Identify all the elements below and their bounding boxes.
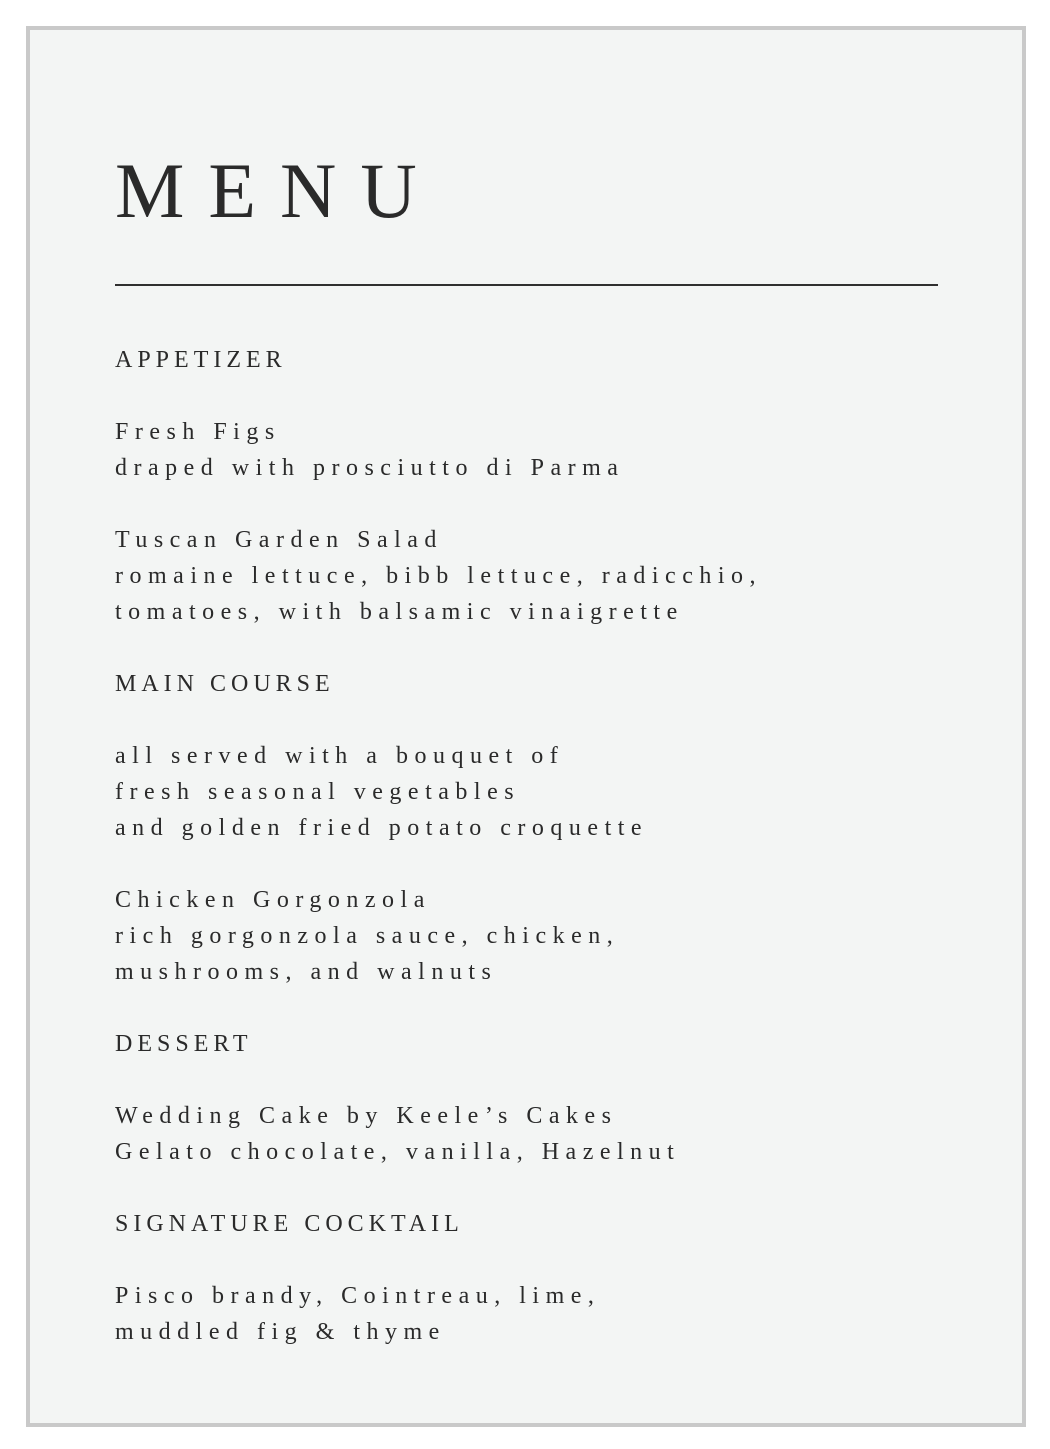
menu-title: MENU [115, 147, 441, 234]
menu-note: and golden fried potato croquette [115, 815, 649, 841]
menu-item-dessert [115, 1098, 995, 1170]
menu-note: fresh seasonal vegetables [115, 779, 521, 805]
section-heading: MAIN COURSE [115, 671, 335, 697]
menu-body [115, 342, 995, 1386]
dish-name: Fresh Figs [115, 419, 281, 445]
section-signature-cocktail [115, 1206, 995, 1350]
section-appetizer [115, 342, 995, 630]
dish-description: muddled fig & thyme [115, 1319, 446, 1345]
section-main-course [115, 666, 995, 990]
menu-item-chicken-gorgonzola [115, 882, 995, 990]
menu-item-fresh-figs [115, 414, 995, 486]
menu-item-main-note [115, 738, 995, 846]
menu-item-cocktail [115, 1278, 995, 1350]
dish-description: rich gorgonzola sauce, chicken, [115, 923, 620, 949]
menu-note: all served with a bouquet of [115, 743, 565, 769]
menu-item-tuscan-garden-salad [115, 522, 995, 630]
dish-name: Chicken Gorgonzola [115, 887, 431, 913]
section-dessert [115, 1026, 995, 1170]
dish-description: Pisco brandy, Cointreau, lime, [115, 1283, 601, 1309]
dish-description: romaine lettuce, bibb lettuce, radicchio, [115, 563, 763, 589]
section-heading: DESSERT [115, 1031, 253, 1057]
dish-name: Tuscan Garden Salad [115, 527, 443, 553]
menu-card [26, 26, 1026, 1427]
dish-description: draped with prosciutto di Parma [115, 455, 625, 481]
dish-description: tomatoes, with balsamic vinaigrette [115, 599, 684, 625]
section-heading: APPETIZER [115, 347, 287, 373]
dish-description: mushrooms, and walnuts [115, 959, 498, 985]
dish-description: Gelato chocolate, vanilla, Hazelnut [115, 1139, 681, 1165]
title-divider [115, 284, 938, 286]
dish-name: Wedding Cake by Keele’s Cakes [115, 1103, 618, 1129]
section-heading: SIGNATURE COCKTAIL [115, 1211, 464, 1237]
